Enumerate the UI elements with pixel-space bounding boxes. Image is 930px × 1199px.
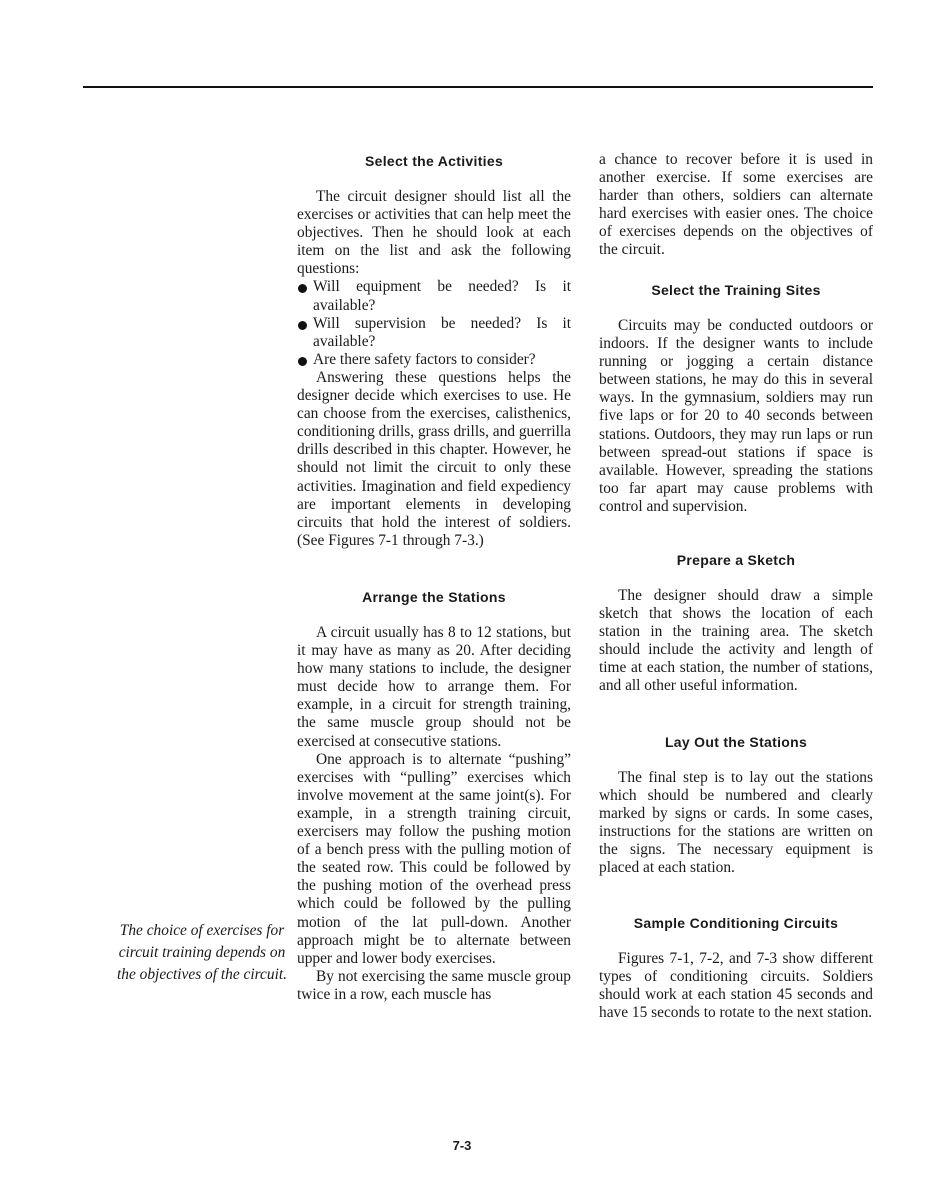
paragraph: a chance to recover before it is used in another exercise. If some exercises are harder than others, soldiers can alternate hard exercises with easier ones. The choice of exercises depends on the objectives of the circuit. — [599, 151, 873, 259]
paragraph: The final step is to lay out the stations which should be numbered and clearly marked by signs or cards. In some cases, instructions for the stations are written on the signs. The necessary equipment is placed at each station. — [599, 769, 873, 877]
list-item: Will equipment be needed? Is it available? — [297, 278, 571, 314]
list-item: Will supervision be needed? Is it available? — [297, 315, 571, 351]
paragraph: Circuits may be conducted outdoors or indoors. If the designer wants to include running or jogging a certain distance between stations, he may do this in several ways. In the gymnasium, soldiers may run five laps or for 20 to 40 seconds between stations. Outdoors, they may run laps or run between spread-out stations if space is available. However, spreading the stations too far apart may cause problems with control and supervision. — [599, 317, 873, 515]
page-number: 7-3 — [452, 1138, 472, 1153]
section-heading: Prepare a Sketch — [676, 552, 796, 568]
paragraph: A circuit usually has 8 to 12 stations, but it may have as many as 20. After deciding how many stations to include, the designer must decide how to arrange them. For example, in a circuit for strength training, the same muscle group should not be exercised at consecutive stations. — [297, 624, 571, 750]
section-sample-circuits — [599, 914, 873, 1022]
list-item: Are there safety factors to consider? — [297, 351, 571, 369]
section-arrange-stations — [297, 588, 571, 1004]
paragraph: Answering these questions helps the designer decide which exercises to use. He can choose from the exercises, calisthenics, conditioning drills, grass drills, and guerrilla drills described in this chapter. However, he should not limit the circuit to only these activities. Imagination and field expediency are important elements in developing circuits that hold the interest of soldiers. (See Figures 7-1 through 7-3.) — [297, 368, 571, 549]
paragraph: One approach is to alternate “pushing” exercises with “pulling” exercises which involve movement at the same joint(s). For example, in a strength training circuit, exercisers may follow the pushing motion of a bench press with the pulling motion of the seated row. This could be followed by the pushing motion of the overhead press which could be followed by the pulling motion of the lat pull-down. Another approach might be to alternate between upper and lower body exercises. — [297, 750, 571, 967]
question-list — [297, 278, 571, 368]
section-select-activities — [297, 152, 571, 550]
section-prepare-sketch — [599, 551, 873, 696]
paragraph: By not exercising the same muscle group twice in a row, each muscle has — [297, 967, 571, 1003]
margin-note: The choice of exercises for circuit training depends on the objectives of the circuit. — [117, 922, 287, 983]
paragraph: The circuit designer should list all the exercises or activities that can help meet the objectives. Then he should look at each item on the list and ask the following questions: — [297, 188, 571, 278]
header-rule — [83, 86, 873, 88]
section-heading: Lay Out the Stations — [664, 734, 808, 750]
continued-text — [599, 151, 873, 260]
section-heading: Sample Conditioning Circuits — [633, 915, 839, 931]
section-training-sites — [599, 281, 873, 516]
paragraph: Figures 7-1, 7-2, and 7-3 show different types of conditioning circuits. Soldiers should work at each station 45 seconds and have 15 seconds to rotate to the next station. — [599, 950, 873, 1022]
section-lay-out-stations — [599, 733, 873, 878]
section-heading: Select the Training Sites — [651, 282, 821, 298]
section-heading: Arrange the Stations — [362, 589, 506, 605]
paragraph: The designer should draw a simple sketch that shows the location of each station in the training area. The sketch should include the activity and length of time at each station, the number of stations, and all other useful information. — [599, 587, 873, 695]
section-heading: Select the Activities — [364, 153, 504, 169]
